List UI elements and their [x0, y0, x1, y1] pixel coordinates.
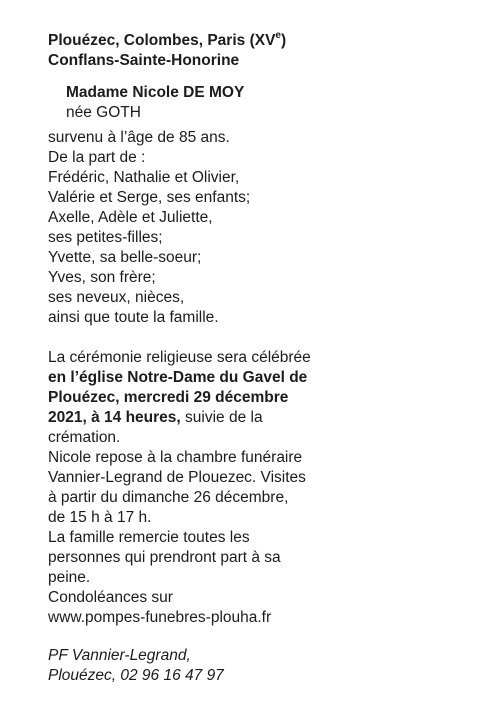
info-line: peine.	[48, 569, 91, 586]
places-line-1	[48, 31, 468, 51]
announcement-line: Yvette, sa belle-soeur;	[48, 249, 202, 266]
announcement-line: Frédéric, Nathalie et Olivier,	[48, 169, 240, 186]
announcement-line: ses neveux, nièces,	[48, 289, 185, 306]
info-line: de 15 h à 17 h.	[48, 509, 152, 526]
funeral-home-contact: Plouézec, 02 96 16 47 97	[48, 667, 224, 684]
info-line: personnes qui prendront part à sa	[48, 549, 281, 566]
announcement-line: De la part de :	[48, 149, 146, 166]
paragraph-gap	[48, 328, 468, 348]
website-text: www.pompes-funebres-plouha.fr	[48, 609, 272, 626]
deceased-block	[66, 83, 468, 123]
places-text: Plouézec, Colombes, Paris (XV	[48, 32, 276, 49]
info-line: La famille remercie toutes les	[48, 529, 250, 546]
ceremony-line-bold: en l’église Notre-Dame du Gavel de	[48, 369, 308, 386]
obituary-notice	[48, 31, 468, 686]
places-superscript: e	[275, 29, 281, 41]
info-line: Nicole repose à la chambre funéraire	[48, 449, 303, 466]
announcement-line: ainsi que toute la famille.	[48, 309, 219, 326]
announcement-text	[48, 128, 468, 628]
announcement-line: survenu à l’âge de 85 ans.	[48, 129, 230, 146]
announcement-line: ses petites-filles;	[48, 229, 163, 246]
funeral-home-signature	[48, 646, 468, 686]
ceremony-line-mixed	[48, 408, 468, 428]
info-line: Condoléances sur	[48, 589, 173, 606]
funeral-home-name: PF Vannier-Legrand,	[48, 647, 191, 664]
info-line: Vannier-Legrand de Plouezec. Visites	[48, 469, 306, 486]
ceremony-date-bold: 2021, à 14 heures,	[48, 409, 181, 426]
ceremony-date-rest: suivie de la	[180, 409, 263, 426]
places-text-end: )	[280, 32, 287, 49]
places-header	[48, 31, 468, 71]
announcement-line: Yves, son frère;	[48, 269, 156, 286]
ceremony-line-bold: Plouézec, mercredi 29 décembre	[48, 389, 289, 406]
info-line: à partir du dimanche 26 décembre,	[48, 489, 289, 506]
places-line-2: Conflans-Sainte-Honorine	[48, 52, 240, 69]
announcement-line: Axelle, Adèle et Juliette,	[48, 209, 213, 226]
birth-name: née GOTH	[66, 104, 141, 121]
deceased-name: Madame Nicole DE MOY	[66, 84, 245, 101]
ceremony-line: crémation.	[48, 429, 121, 446]
ceremony-line: La cérémonie religieuse sera célébrée	[48, 349, 311, 366]
announcement-line: Valérie et Serge, ses enfants;	[48, 189, 251, 206]
